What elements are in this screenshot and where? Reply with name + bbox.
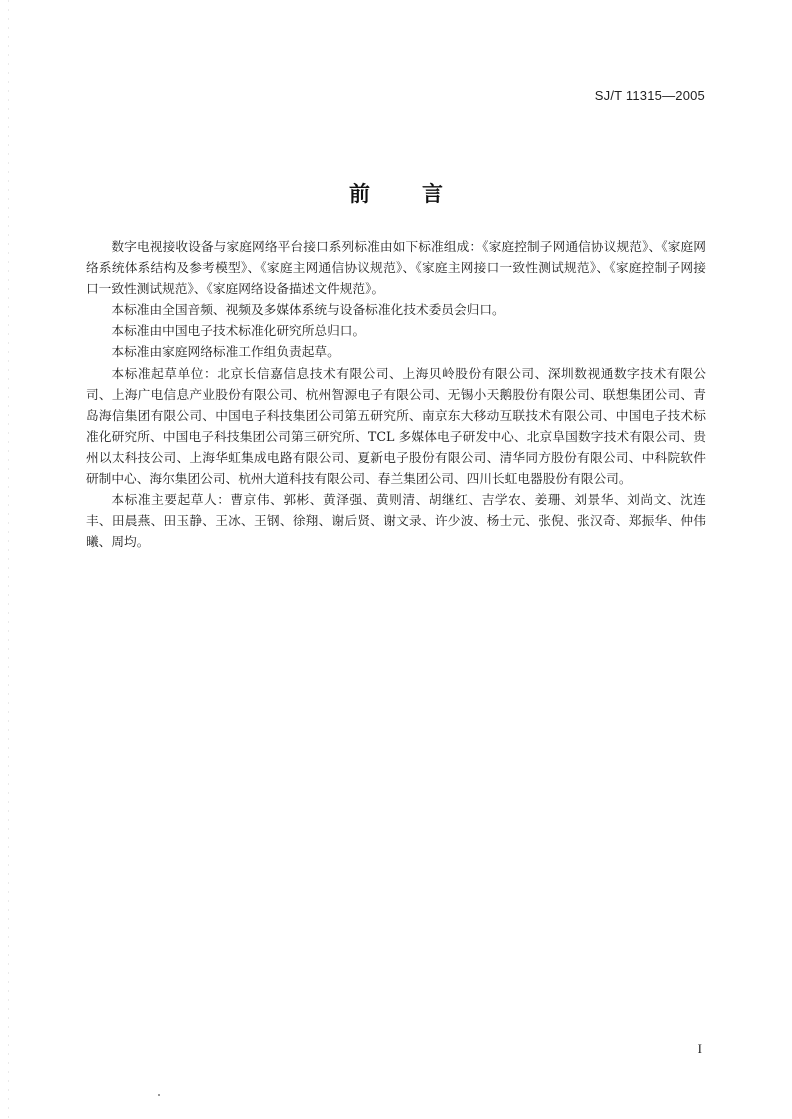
paragraph-committee: 本标准由全国音频、视频及多媒体系统与设备标准化技术委员会归口。 [111, 302, 505, 318]
page-title: 前言 [349, 182, 495, 206]
paragraph-series-composition: 数字电视接收设备与家庭网络平台接口系列标准由如下标准组成：《家庭控制子网通信协议规范》、《家庭网络系统体系结构及参考模型》、《家庭主网通信协议规范》、《家庭主网接口一致性测试规范》、《家庭控制子网接口一致性测试规范》、《家庭网络设备描述文件规范》。 [86, 239, 706, 297]
foreword-body [86, 236, 706, 552]
scan-speck [158, 1094, 160, 1096]
paragraph-drafting-units: 本标准起草单位：北京长信嘉信息技术有限公司、上海贝岭股份有限公司、深圳数视通数字技术有限公司、上海广电信息产业股份有限公司、杭州智源电子有限公司、无锡小天鹅股份有限公司、联想集团公司、青岛海信集团有限公司、中国电子科技集团公司第五研究所、南京东大移动互联技术有限公司、中国电子技术标准化研究所、中国电子科技集团公司第三研究所、TCL 多媒体电子研发中心、北京阜国数字技术有限公司、贵州以太科技公司、上海华虹集成电路有限公司、夏新电子股份有限公司、清华同方股份有限公司、中科院软件研制中心、海尔集团公司、杭州大道科技有限公司、春兰集团公司、四川长虹电器股份有限公司。 [86, 365, 706, 487]
standard-number: SJ/T 11315—2005 [594, 88, 705, 103]
scan-edge-artifact [8, 0, 9, 1119]
paragraph-drafters: 本标准主要起草人：曹京伟、郭彬、黄泽强、黄则清、胡继红、吉学农、姜珊、刘景华、刘尚文、沈连丰、田晨燕、田玉静、王冰、王钢、徐翔、谢后贤、谢文录、许少波、杨士元、张倪、张汉奇、郑振华、仲伟曦、周均。 [86, 492, 706, 550]
paragraph-general-authority: 本标准由中国电子技术标准化研究所总归口。 [111, 323, 366, 339]
paragraph-working-group: 本标准由家庭网络标准工作组负责起草。 [111, 344, 340, 360]
page-number: I [697, 1041, 702, 1056]
